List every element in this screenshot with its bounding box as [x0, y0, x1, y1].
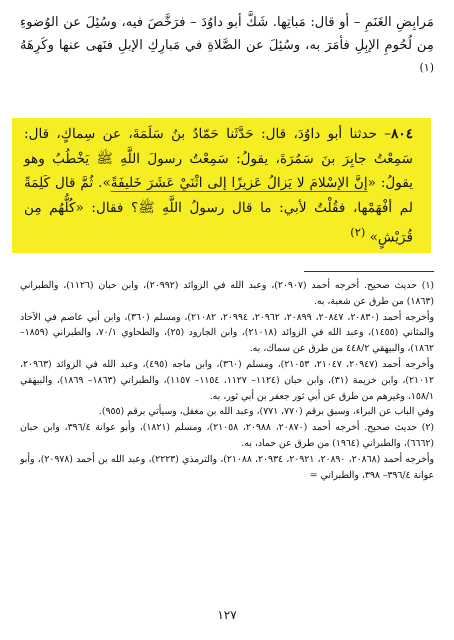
hadith-text-after: ». ثُمَّ قال كَلِمَةً لم أفْهَمْها، فقُلْتُ لأبي: ما قال رسولُ اللَّهِ ﷺ؟ فقال: «كُلُّهُم مِن قُرَيْشٍ» [24, 175, 413, 246]
footnote-marker-2: (٢) [350, 225, 366, 239]
previous-hadith-ending [20, 12, 434, 85]
footnote-paragraph: وفي الباب عن البراء، وسبق برقم (٧٧٠، ٧٧١)، وعبد الله بن مغفل، وسيأتي برقم (٩٥٥). [98, 406, 434, 418]
footnotes-section [20, 278, 434, 483]
footnote-paragraph: وأخرجه أحمد (٢٠٩٤٧، ٢١٠٤٧، ٢١٠٥٣)، ومسلم (٣٦٠)، وابن ماجه (٤٩٥)، وعبد الله في الزوائد (٢٠٩٦٣، ٢١٠١٢)، وابن خزيمة (٣١)، وابن حبان (١١٢٤– ١١٢٧، ١١٥٤– ١١٥٧)، والطبراني (١٨٦٣– ١٨٦٩)، والبيهقي ١٥٨/١، وغيرهم من طرق عن أبي ثور جعفر بن أبي ثور، به. [20, 358, 434, 402]
hadith-text-before: – حدثنا أبو داوُدَ، قال: حَدَّثَنا حَمّادُ بنُ سَلَمَةَ، عن سِماكٍ، قال: سَمِعْتُ جابِرَ بنَ سَمُرَةَ، يقولُ: سَمِعْتُ رسولَ اللَّهِ ﷺ يَخْطُبُ وهو يقولُ: « [24, 126, 413, 191]
footnote-paragraph: (٢) حديث صحيح. أخرجه أحمد (٢٠٨٧٠، ٢٠٩٨٨، ٢١٠٥٨)، ومسلم (١٨٢١)، وأبو عوانة ٣٩٦/٤، وابن حبان (٦٦٦٢)، والطبراني (١٩٦٤) من طرق عن حماد، به. [20, 422, 434, 449]
footnote-paragraph: وأخرجه أحمد (٢٠٨٦٨، ٢٠٨٩٠، ٢٠٩٢١، ٢٠٩٣٤، ٢١٠٨٨)، والترمذي (٢٢٢٣)، وعبد الله بن أحمد (٢٠٩٧٨)، وأبو عوانة ٣٩٦/٤– ٣٩٨، والطبراني = [20, 453, 434, 481]
hadith-number: ٨٠٤ [391, 126, 413, 142]
footnote-marker-1: (١) [419, 61, 434, 74]
previous-hadith-paragraph [20, 12, 434, 85]
hadith-underlined-text: إنَّ الإسْلامَ لا يَزالُ عَزيزًا إلى اثْنَيْ عَشَرَ خَليفَةً [110, 175, 368, 191]
footnote-paragraph: وأخرجه أحمد (٢٠٨٣٠، ٢٠٨٤٧، ٢٠٨٩٩، ٢٠٩٦٢، ٢٠٩٩٤، ٢١٠٨٢)، ومسلم (٣٦٠)، وابن أبي عاصم في الآحاد والمثاني (١٤٥٥)، وعبد الله في الزوائد (٢١٠١٨)، وابن الجارود (٢٥)، والطحاوي ٧٠/١، والطبراني (١٨٥٩– ١٨٦٢)، والبيهقي ٤٤٨/٢ من طرق عن سماك، به. [20, 311, 434, 355]
page-number: ١٢٧ [217, 608, 237, 622]
previous-hadith-text: مَرابِضِ الغَنَمِ – أو قال: مَباتِها. شَكَّ أبو داوُدَ – فرَخَّصَ فيه، وسُئِلَ عن الوُضوءِ مِن لُحُومِ الإبِلِ فأمَرَ به، وسُئِلَ عن الصَّلاةِ في مَبارِكِ الإبلِ فنَهى عنها وكَرِهَهُ [20, 15, 434, 53]
footnote-separator [304, 271, 434, 272]
footnote-paragraph: (١) حديث صحيح. أخرجه أحمد (٢٠٩٠٧)، وعبد الله في الزوائد (٢٠٩٩٢)، وابن حبان (١١٢٦)، والطبراني (١٨٦٣) من طرق عن شعبة، به. [20, 280, 434, 307]
highlighted-hadith [12, 118, 431, 253]
